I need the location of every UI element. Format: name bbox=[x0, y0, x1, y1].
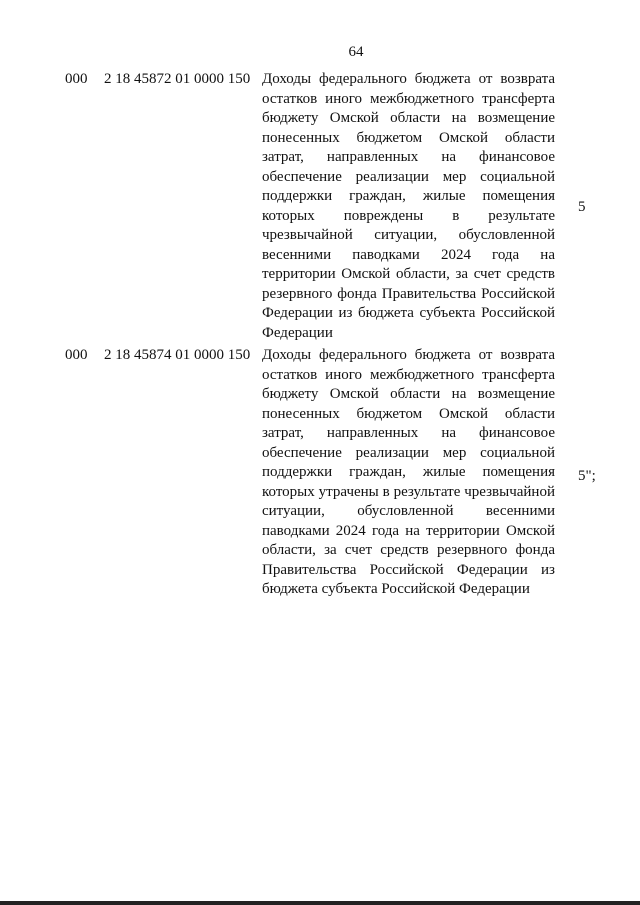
budget-classification-code: 2 18 45874 01 0000 150 bbox=[104, 347, 251, 363]
row-amount: 5 bbox=[578, 199, 586, 215]
scan-bottom-edge bbox=[0, 901, 640, 905]
income-description: Доходы федерального бюджета от возврата остатков иного межбюджетного трансферта бюджету Омской области на возмещение понесенных бюджетом Омской области затрат, направленных на финансовое обеспечение реализации мер социальной поддержки граждан, жилые помещения которых повреждены в результате чрезвычайной ситуации, обусловленной весенними паводками 2024 года на территории Омской области, за счет средств резервного фонда Правительства Российской Федерации из бюджета субъекта Российской Федерации bbox=[262, 71, 555, 341]
budget-classification-code: 2 18 45872 01 0000 150 bbox=[104, 71, 251, 87]
row-amount: 5"; bbox=[578, 468, 596, 484]
administrator-code: 000 bbox=[65, 347, 88, 363]
income-description: Доходы федерального бюджета от возврата остатков иного межбюджетного трансферта бюджету Омской области на возмещение понесенных бюджетом Омской области затрат, направленных на финансовое обеспечение реализации мер социальной поддержки граждан, жилые помещения которых утрачены в результате чрезвычайной ситуации, обусловленной весенними паводками 2024 года на территории Омской области, за счет средств резервного фонда Правительства Российской Федерации из бюджета субъекта Российской Федерации bbox=[262, 347, 555, 597]
page-number: 64 bbox=[348, 44, 364, 60]
administrator-code: 000 bbox=[65, 71, 88, 87]
